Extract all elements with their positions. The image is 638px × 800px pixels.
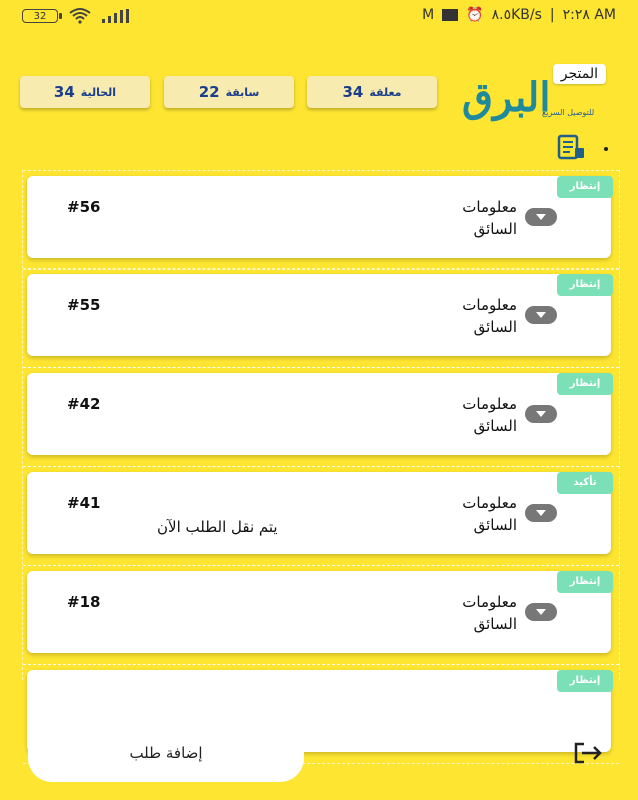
driver-info-label: معلومات السائق (462, 296, 517, 336)
previous-orders-button[interactable] (164, 76, 294, 108)
pending-label: معلقة (369, 85, 402, 99)
order-id: #18 (67, 593, 101, 611)
pending-orders-button[interactable] (307, 76, 437, 108)
current-orders-button[interactable] (20, 76, 150, 108)
order-card[interactable] (27, 571, 611, 653)
indicator-dot (604, 147, 608, 151)
list-item (23, 170, 619, 270)
logo-subtext: للتوصيل السريع (542, 108, 595, 117)
battery-icon: 32 (22, 9, 58, 23)
current-label: الحالية (80, 85, 117, 99)
chevron-down-icon[interactable] (525, 208, 557, 226)
gmail-icon: M (422, 7, 435, 23)
list-item (23, 466, 619, 566)
driver-info-label: معلومات السائق (462, 198, 517, 238)
add-order-button[interactable]: إضافة طلب (28, 724, 304, 782)
chevron-down-icon[interactable] (525, 603, 557, 621)
status-bar (0, 0, 638, 32)
logout-icon[interactable] (572, 741, 604, 765)
order-id: #42 (67, 395, 101, 413)
chevron-down-icon[interactable] (525, 504, 557, 522)
status-badge: تأكيد (557, 472, 613, 494)
pending-count: 34 (342, 83, 364, 101)
wifi-icon (68, 8, 92, 24)
order-card[interactable] (27, 472, 611, 554)
status-badge: إنتظار (557, 274, 613, 296)
chevron-down-icon[interactable] (525, 306, 557, 324)
list-item (23, 565, 619, 665)
previous-label: سابقة (225, 85, 260, 99)
driver-info-label: معلومات السائق (462, 593, 517, 633)
order-id: #56 (67, 198, 101, 216)
signal-icon (102, 9, 130, 23)
network-speed: ٨.٥KB/s (491, 7, 542, 23)
status-badge: إنتظار (557, 571, 613, 593)
store-label: المتجر (553, 64, 606, 84)
list-item (23, 268, 619, 368)
status-badge: إنتظار (557, 670, 613, 692)
notification-icon (442, 9, 458, 21)
order-card[interactable] (27, 373, 611, 455)
driver-info-label: معلومات السائق (462, 395, 517, 435)
order-card[interactable] (27, 274, 611, 356)
clock: ٢:٢٨ AM (562, 7, 616, 23)
list-item (23, 367, 619, 467)
previous-count: 22 (198, 83, 220, 101)
orders-list[interactable] (22, 170, 620, 686)
list-filter-icon[interactable] (556, 134, 586, 160)
current-count: 34 (53, 83, 75, 101)
order-id: #55 (67, 296, 101, 314)
alarm-icon: ⏰ (466, 7, 484, 23)
order-note: يتم نقل الطلب الآن (157, 518, 278, 536)
status-badge: إنتظار (557, 373, 613, 395)
logo-text: البرق (462, 74, 551, 121)
status-badge: إنتظار (557, 176, 613, 198)
driver-info-label: معلومات السائق (462, 494, 517, 534)
separator: | (549, 7, 555, 23)
status-bar-left (22, 8, 130, 24)
status-bar-right (422, 7, 616, 23)
order-id: #41 (67, 494, 101, 512)
chevron-down-icon[interactable] (525, 405, 557, 423)
order-card[interactable] (27, 176, 611, 258)
